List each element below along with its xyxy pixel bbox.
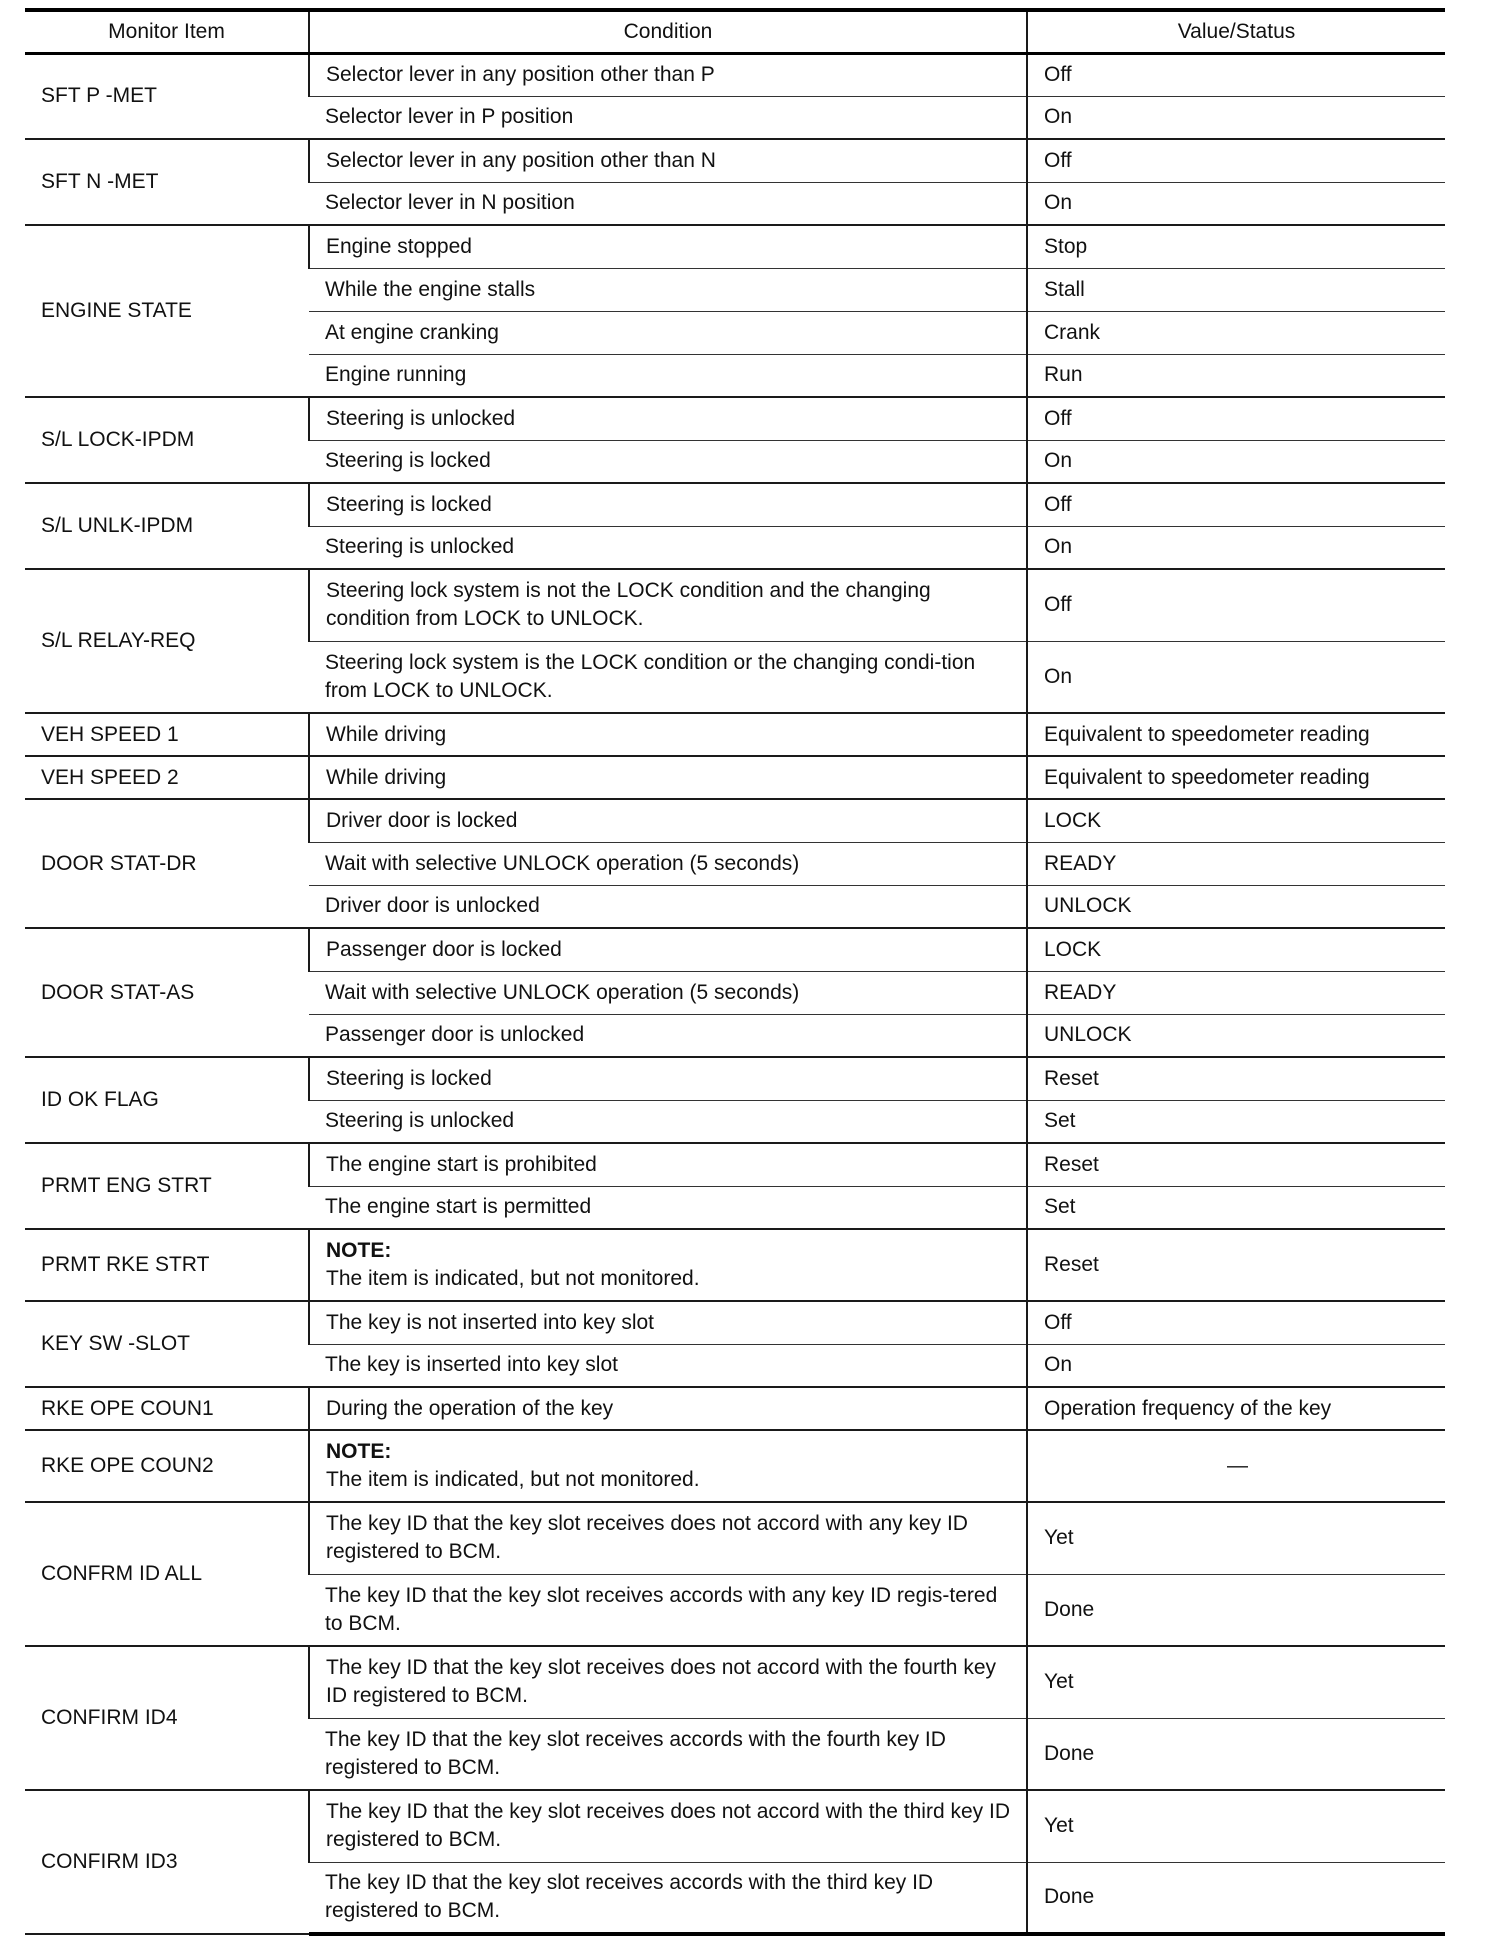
value-status-cell: READY <box>1027 971 1445 1014</box>
value-status-cell: Off <box>1027 1301 1445 1344</box>
monitor-item-cell: RKE OPE COUN2 <box>25 1430 309 1502</box>
value-status-cell: Done <box>1027 1718 1445 1790</box>
monitor-item-cell: DOOR STAT-DR <box>25 799 309 928</box>
value-status-cell: Done <box>1027 1574 1445 1646</box>
header-monitor-item: Monitor Item <box>25 10 309 53</box>
monitor-item-cell: ID OK FLAG <box>25 1057 309 1143</box>
condition-cell: Steering lock system is the LOCK condition or the changing condi-tion from LOCK to UNLOCK. <box>309 641 1027 713</box>
condition-cell: The key ID that the key slot receives does not accord with the third key ID registered to BCM. <box>309 1790 1027 1862</box>
condition-cell: At engine cranking <box>309 311 1027 354</box>
monitor-item-cell: VEH SPEED 2 <box>25 756 309 799</box>
condition-cell: Passenger door is unlocked <box>309 1014 1027 1057</box>
table-row <box>25 1646 1445 1718</box>
value-status-cell: Crank <box>1027 311 1445 354</box>
condition-cell: The key ID that the key slot receives accords with the third key ID registered to BCM. <box>309 1862 1027 1934</box>
monitor-item-cell: S/L RELAY-REQ <box>25 569 309 713</box>
condition-cell: While the engine stalls <box>309 268 1027 311</box>
condition-cell: Steering is unlocked <box>309 526 1027 569</box>
table-header <box>25 10 1445 53</box>
value-status-cell: Off <box>1027 397 1445 440</box>
table-row <box>25 713 1445 756</box>
condition-cell: Selector lever in any position other than N <box>309 139 1027 182</box>
condition-cell: Driver door is locked <box>309 799 1027 842</box>
value-status-cell: READY <box>1027 842 1445 885</box>
monitor-item-cell: DOOR STAT-AS <box>25 928 309 1057</box>
table-row <box>25 799 1445 842</box>
value-status-cell: LOCK <box>1027 799 1445 842</box>
table-row <box>25 1790 1445 1862</box>
condition-cell: While driving <box>309 756 1027 799</box>
value-status-cell: Done <box>1027 1862 1445 1934</box>
condition-cell: Wait with selective UNLOCK operation (5 seconds) <box>309 971 1027 1014</box>
condition-cell: The key ID that the key slot receives accords with any key ID regis-tered to BCM. <box>309 1574 1027 1646</box>
value-status-cell: On <box>1027 182 1445 225</box>
value-status-cell: Set <box>1027 1186 1445 1229</box>
table-row <box>25 1502 1445 1574</box>
table-row <box>25 53 1445 96</box>
table-row <box>25 756 1445 799</box>
monitor-item-cell: ENGINE STATE <box>25 225 309 397</box>
monitor-item-cell: PRMT ENG STRT <box>25 1143 309 1229</box>
value-status-cell: Off <box>1027 139 1445 182</box>
value-status-cell: On <box>1027 96 1445 139</box>
value-status-cell: On <box>1027 440 1445 483</box>
value-status-cell: Reset <box>1027 1057 1445 1100</box>
condition-cell: Wait with selective UNLOCK operation (5 seconds) <box>309 842 1027 885</box>
value-status-cell: Off <box>1027 53 1445 96</box>
note-label: NOTE: <box>326 1239 392 1262</box>
value-status-cell: Operation frequency of the key <box>1027 1387 1445 1430</box>
table-row <box>25 1229 1445 1301</box>
condition-cell: Passenger door is locked <box>309 928 1027 971</box>
condition-cell: During the operation of the key <box>309 1387 1027 1430</box>
condition-cell: The key is inserted into key slot <box>309 1344 1027 1387</box>
note-text: The item is indicated, but not monitored. <box>326 1267 700 1290</box>
value-status-cell: — <box>1027 1430 1445 1502</box>
value-status-cell: Reset <box>1027 1229 1445 1301</box>
value-status-cell: Stop <box>1027 225 1445 268</box>
condition-cell: Steering is locked <box>309 440 1027 483</box>
condition-cell: The key is not inserted into key slot <box>309 1301 1027 1344</box>
value-status-cell: Yet <box>1027 1790 1445 1862</box>
table-row <box>25 1387 1445 1430</box>
monitor-item-cell: VEH SPEED 1 <box>25 713 309 756</box>
monitor-item-cell: S/L UNLK-IPDM <box>25 483 309 569</box>
condition-cell: Selector lever in any position other than P <box>309 53 1027 96</box>
value-status-cell: Yet <box>1027 1646 1445 1718</box>
condition-cell: Steering is unlocked <box>309 1100 1027 1143</box>
condition-cell: While driving <box>309 713 1027 756</box>
value-status-cell: Set <box>1027 1100 1445 1143</box>
header-condition: Condition <box>309 10 1027 53</box>
monitor-item-cell: S/L LOCK-IPDM <box>25 397 309 483</box>
value-status-cell: On <box>1027 1344 1445 1387</box>
condition-cell: Selector lever in P position <box>309 96 1027 139</box>
monitor-item-cell: CONFRM ID ALL <box>25 1502 309 1646</box>
condition-cell <box>309 1430 1027 1502</box>
monitor-item-cell: KEY SW -SLOT <box>25 1301 309 1387</box>
value-status-cell: On <box>1027 526 1445 569</box>
condition-cell: Driver door is unlocked <box>309 885 1027 928</box>
condition-cell: Engine stopped <box>309 225 1027 268</box>
table-row <box>25 225 1445 268</box>
value-status-cell: UNLOCK <box>1027 1014 1445 1057</box>
value-status-cell: Reset <box>1027 1143 1445 1186</box>
value-status-cell: Equivalent to speedometer reading <box>1027 756 1445 799</box>
note-text: The item is indicated, but not monitored. <box>326 1468 700 1491</box>
condition-cell: Engine running <box>309 354 1027 397</box>
value-status-cell: Yet <box>1027 1502 1445 1574</box>
table-row <box>25 569 1445 641</box>
value-status-cell: On <box>1027 641 1445 713</box>
table-row <box>25 1143 1445 1186</box>
table-row <box>25 928 1445 971</box>
value-status-cell: LOCK <box>1027 928 1445 971</box>
table-body <box>25 53 1445 1934</box>
condition-cell: Steering is locked <box>309 483 1027 526</box>
condition-cell: Steering is unlocked <box>309 397 1027 440</box>
table-row <box>25 483 1445 526</box>
monitor-item-cell: CONFIRM ID4 <box>25 1646 309 1790</box>
monitor-item-table <box>25 8 1445 1936</box>
value-status-cell: Run <box>1027 354 1445 397</box>
value-status-cell: Stall <box>1027 268 1445 311</box>
monitor-item-cell: CONFIRM ID3 <box>25 1790 309 1934</box>
monitor-item-cell: PRMT RKE STRT <box>25 1229 309 1301</box>
monitor-item-cell: SFT N -MET <box>25 139 309 225</box>
condition-cell: Steering lock system is not the LOCK condition and the changing condition from LOCK to UNLOCK. <box>309 569 1027 641</box>
value-status-cell: Off <box>1027 569 1445 641</box>
monitor-item-cell: SFT P -MET <box>25 53 309 139</box>
table-row <box>25 1301 1445 1344</box>
monitor-item-cell: RKE OPE COUN1 <box>25 1387 309 1430</box>
table-row <box>25 139 1445 182</box>
table-row <box>25 1430 1445 1502</box>
condition-cell: The engine start is prohibited <box>309 1143 1027 1186</box>
table-row <box>25 397 1445 440</box>
value-status-cell: Off <box>1027 483 1445 526</box>
value-status-cell: UNLOCK <box>1027 885 1445 928</box>
value-status-cell: Equivalent to speedometer reading <box>1027 713 1445 756</box>
table-row <box>25 1057 1445 1100</box>
condition-cell: The key ID that the key slot receives accords with the fourth key ID registered to BCM. <box>309 1718 1027 1790</box>
condition-cell <box>309 1229 1027 1301</box>
header-value-status: Value/Status <box>1027 10 1445 53</box>
note-label: NOTE: <box>326 1440 392 1463</box>
condition-cell: The key ID that the key slot receives does not accord with the fourth key ID registered to BCM. <box>309 1646 1027 1718</box>
condition-cell: Selector lever in N position <box>309 182 1027 225</box>
condition-cell: The engine start is permitted <box>309 1186 1027 1229</box>
condition-cell: Steering is locked <box>309 1057 1027 1100</box>
condition-cell: The key ID that the key slot receives does not accord with any key ID registered to BCM. <box>309 1502 1027 1574</box>
